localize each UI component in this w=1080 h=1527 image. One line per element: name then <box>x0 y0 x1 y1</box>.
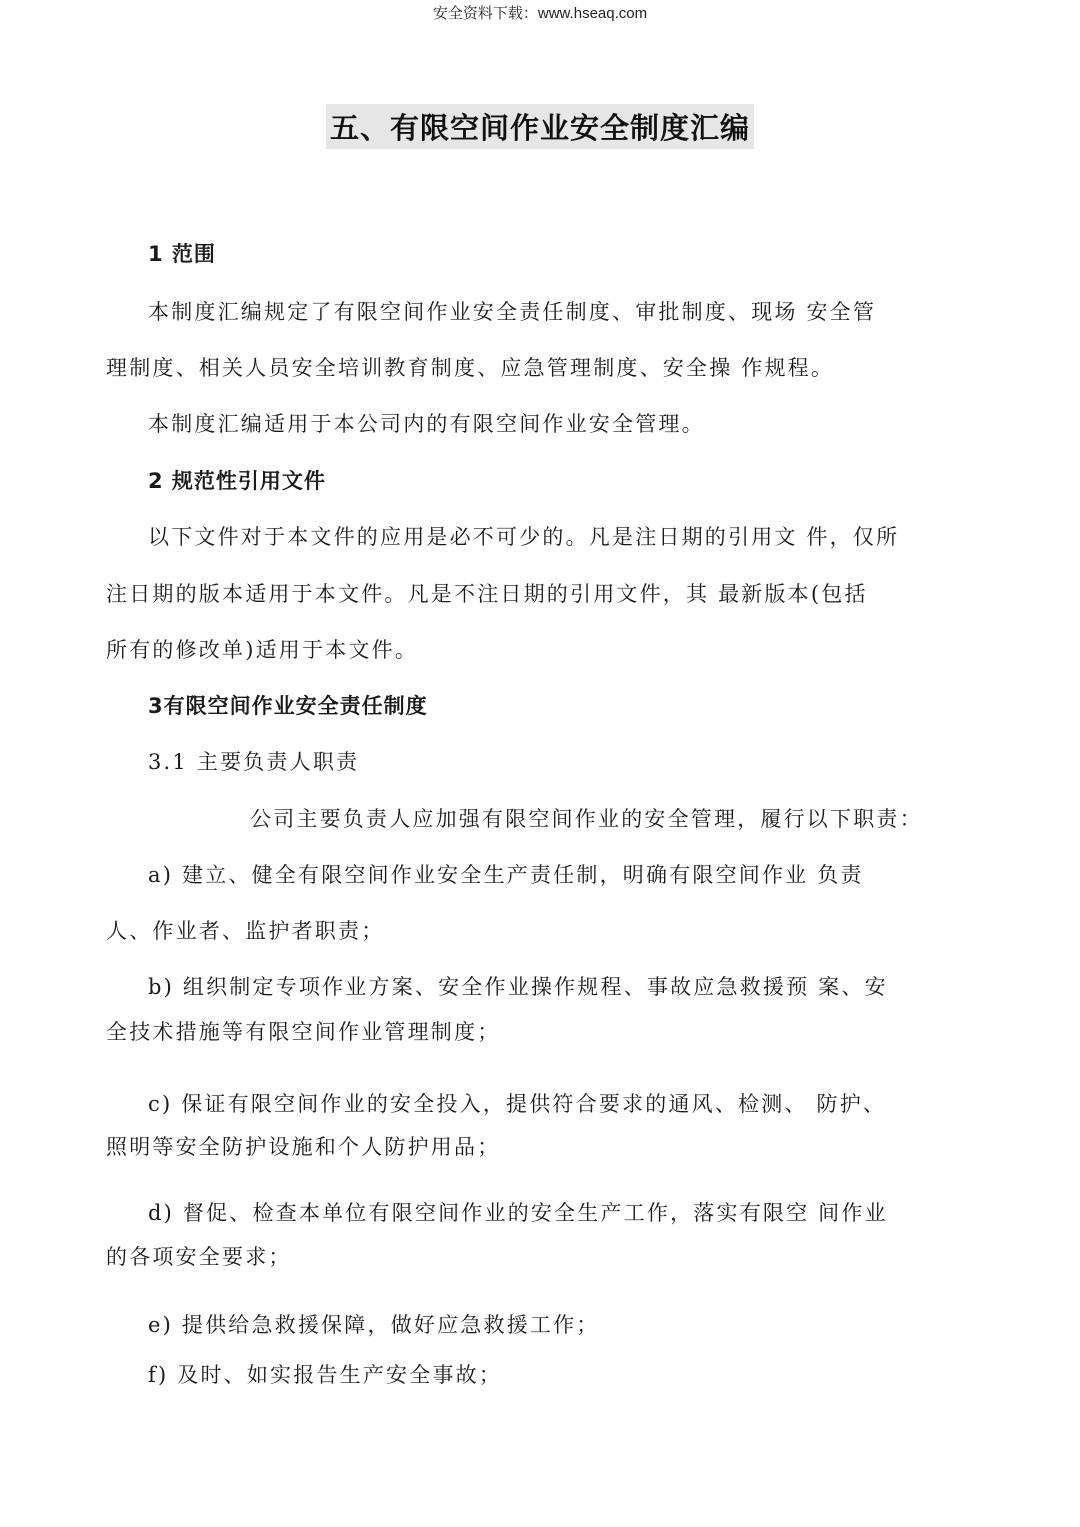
paragraph-line: 公司主要负责人应加强有限空间作业的安全管理，履行以下职责： <box>250 807 923 831</box>
list-item-line: 全技术措施等有限空间作业管理制度； <box>106 1020 501 1044</box>
list-item-line: 的各项安全要求； <box>106 1245 292 1269</box>
page-header: 安全资料下载：www.hseaq.com <box>432 5 648 22</box>
list-item-line: 人、作业者、监护者职责； <box>106 919 385 943</box>
paragraph-line: 注日期的版本适用于本文件。凡是不注日期的引用文件，其 最新版本(包括 <box>106 582 868 606</box>
paragraph-line: 以下文件对于本文件的应用是必不可少的。凡是注日期的引用文 件，仅所 <box>148 525 900 549</box>
section-heading: 1 范围 <box>148 242 216 266</box>
list-item-line: f) 及时、如实报告生产安全事故； <box>148 1363 503 1387</box>
list-item-line: d) 督促、检查本单位有限空间作业的安全生产工作，落实有限空 间作业 <box>148 1201 888 1225</box>
subsection-heading: 3.1 主要负责人职责 <box>148 750 360 774</box>
list-item-line: a) 建立、健全有限空间作业安全生产责任制，明确有限空间作业 负责 <box>148 863 864 887</box>
list-item-line: e) 提供给急救援保障，做好应急救援工作； <box>148 1313 600 1337</box>
list-item-line: 照明等安全防护设施和个人防护用品； <box>106 1135 501 1159</box>
paragraph-line: 理制度、相关人员安全培训教育制度、应急管理制度、安全操 作规程。 <box>106 356 835 380</box>
paragraph-line: 所有的修改单)适用于本文件。 <box>106 638 418 662</box>
paragraph-line: 本制度汇编规定了有限空间作业安全责任制度、审批制度、现场 安全管 <box>148 300 877 324</box>
title-block <box>0 104 1080 149</box>
paragraph-line: 本制度汇编适用于本公司内的有限空间作业安全管理。 <box>148 412 705 436</box>
section-heading: 2 规范性引用文件 <box>148 469 326 493</box>
section-heading: 3有限空间作业安全责任制度 <box>148 694 428 718</box>
document-title: 五、有限空间作业安全制度汇编 <box>326 104 754 149</box>
list-item-line: c) 保证有限空间作业的安全投入，提供符合要求的通风、检测、 防护、 <box>148 1092 887 1116</box>
list-item-line: b) 组织制定专项作业方案、安全作业操作规程、事故应急救援预 案、安 <box>148 975 888 999</box>
